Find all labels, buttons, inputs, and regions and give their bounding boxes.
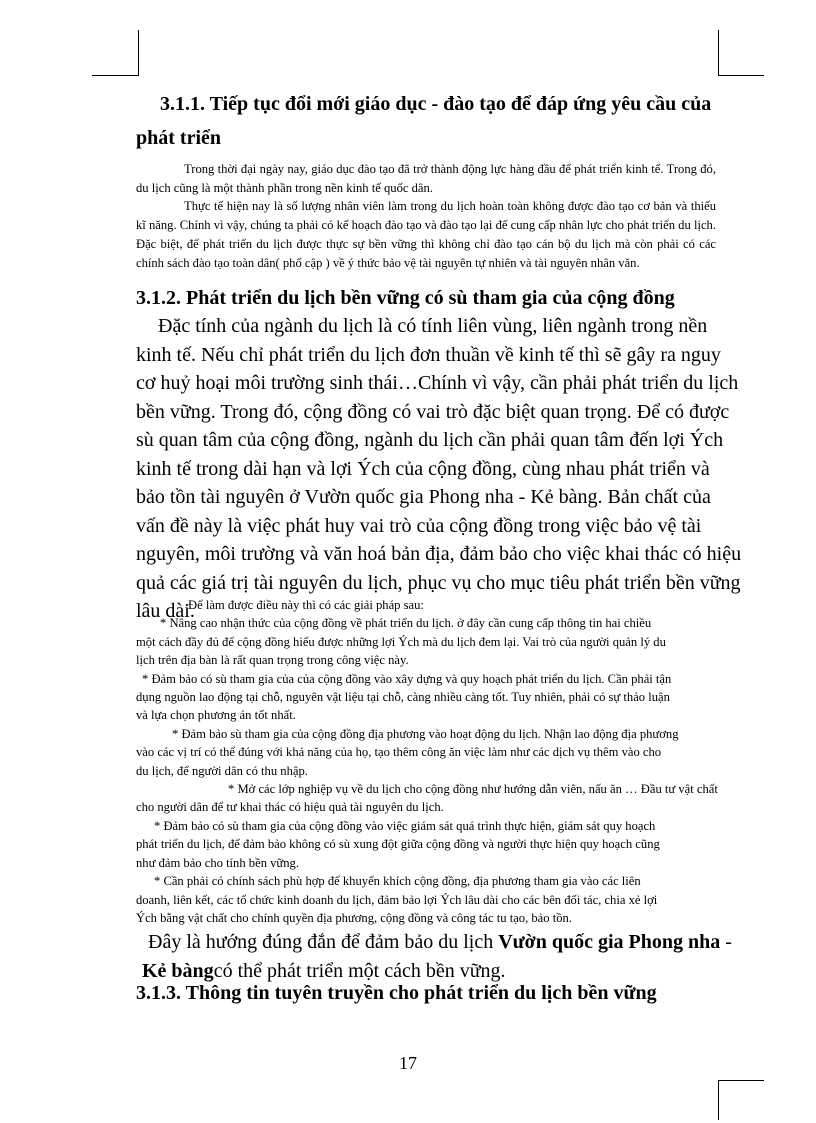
- solutions-intro: Để làm được điều này thì có các giải pháp sau:: [188, 598, 424, 612]
- text-line: quả các giá trị tài nguyên du lịch, phục vụ cho mục tiêu phát triển bền vững: [136, 571, 741, 594]
- text-line: bảo tồn tài nguyên ở Vườn quốc gia Phong nha - Kẻ bàng. Bản chất của: [136, 486, 711, 508]
- section-3-1-1-body: [136, 160, 716, 272]
- solutions-list: [136, 596, 716, 927]
- text-line: kinh tế trong dài hạn và lợi Ých của cộng đồng, cùng nhau phát triển và: [136, 457, 710, 480]
- crop-mark: [92, 75, 138, 76]
- text-line: Đặc tính của ngành du lịch là có tính liên vùng, liên ngành trong nền: [158, 315, 708, 337]
- list-item: lịch trên địa bàn là rất quan trọng trong công việc này.: [136, 653, 409, 668]
- crop-mark: [718, 30, 719, 76]
- list-item: * Đảm bảo có sù tham gia của cộng đồng vào việc giám sát quá trình thực hiện, giám sát quy hoạch: [154, 818, 656, 833]
- list-item: * Cần phải có chính sách phù hợp để khuyến khích cộng đồng, địa phương tham gia vào các liên: [154, 874, 641, 889]
- page-number: 17: [399, 1053, 417, 1073]
- text-line: cơ huỷ hoại môi trường sinh thái…Chính vì vậy, cần phải phát triển du lịch: [136, 372, 739, 394]
- list-item: du lịch, để người dân có thu nhập.: [136, 763, 308, 778]
- section-3-1-2-body: [136, 312, 742, 626]
- crop-mark: [718, 75, 764, 76]
- list-item: vào các vị trí có thể đúng với khả năng của họ, tạo thêm công ăn việc làm như các dịch vụ thêm vào cho: [136, 745, 662, 760]
- text-line: [136, 957, 736, 986]
- text-line: kinh tế. Nếu chỉ phát triển du lịch đơn thuần về kinh tế thì sẽ gây ra nguy: [136, 343, 721, 366]
- list-item: * Đảm bảo có sù tham gia của của cộng đồng vào xây dựng và quy hoạch phát triển du lịch. Cần phải tận: [142, 671, 672, 686]
- list-item: * Đảm bảo sù tham gia của cộng đồng địa phương vào hoạt động du lịch. Nhận lao động địa phương: [172, 726, 679, 741]
- text-line: sù quan tâm của cộng đồng, ngành du lịch cần phải quan tâm đến lợi Ých: [136, 429, 724, 451]
- list-item: * Nâng cao nhận thức của cộng đồng về phát triển du lịch. ở đây cần cung cấp thông tin hai chiều: [160, 616, 652, 631]
- conclusion-text: Đây là hướng đúng đắn để đảm bảo du lịch: [148, 931, 499, 953]
- text-line: [136, 928, 736, 957]
- list-item: dụng nguồn lao động tại chỗ, nguyên vật liệu tại chỗ, càng nhiều càng tốt. Tuy nhiên, phải có sự thảo luận: [136, 690, 670, 705]
- text-line: lâu dài.: [136, 600, 195, 622]
- heading-3-1-1: 3.1.1. Tiếp tục đổi mới giáo dục - đào tạo để đáp ứng yêu cầu của: [160, 93, 712, 115]
- park-name: Vườn quốc gia Phong nha: [498, 931, 721, 953]
- paragraph: Thực tế hiện nay là số lượng nhân viên làm trong du lịch hoàn toàn không được đào tạo cơ bản và thiếu kĩ năng. Chính vì vậy, chúng ta phải có kế hoạch đào tạo và đào tạo lại để cung cấp nhân lực cho phát triển du lịch. Đặc biệt, để phát triển du lịch được thực sự bền vững thì không chỉ đào tạo cán bộ du lịch mà còn phải có các chính sách đào tạo toàn dân( phổ cập ) về ý thức bảo vệ tài nguyên tự nhiên và tài nguyên nhân văn.: [136, 199, 716, 270]
- conclusion-dash: -: [720, 931, 732, 953]
- crop-mark: [138, 30, 139, 76]
- crop-mark: [718, 1080, 719, 1120]
- list-item: Ých bằng vật chất cho chính quyền địa phương, cộng đồng và công tác tu tạo, bảo tồn.: [136, 910, 572, 925]
- text-line: nguyên, môi trường và văn hoá bản địa, đảm bảo cho việc khai thác có hiệu: [136, 543, 742, 565]
- list-item: cho người dân để tư khai thác có hiệu quả tài nguyên du lịch.: [136, 800, 444, 815]
- conclusion-text: có thể phát triển một cách bền vững.: [213, 959, 506, 982]
- heading-3-1-2: 3.1.2. Phát triển du lịch bền vững có sù tham gia của cộng đồng: [136, 287, 675, 309]
- list-item: * Mở các lớp nghiệp vụ về du lịch cho cộng đồng như hướng dẫn viên, nấu ăn … Đầu tư vật chất: [228, 782, 718, 797]
- list-item: như đảm bảo cho tính bền vững.: [136, 855, 299, 870]
- list-item: một cách đầy đủ để cộng đồng hiểu được những lợi Ých mà du lịch đem lại. Vai trò của người quản lý du: [136, 634, 666, 649]
- conclusion: [136, 928, 736, 985]
- text-line: bền vững. Trong đó, cộng đồng có vai trò đặc biệt quan trọng. Để có được: [136, 400, 730, 423]
- crop-mark: [718, 1080, 764, 1081]
- heading-3-1-3: 3.1.3. Thông tin tuyên truyền cho phát triển du lịch bền vững: [136, 982, 657, 1004]
- text-line: vấn đề này là việc phát huy vai trò của cộng đồng trong việc bảo vệ tài: [136, 514, 702, 537]
- list-item: doanh, liên kết, các tổ chức kinh doanh du lịch, đảm bảo lợi Ých lâu dài cho các bên đối tác, chia xẻ lợi: [136, 892, 658, 907]
- park-name-cont: Kẻ bàng: [142, 959, 214, 982]
- heading-3-1-1-cont: phát triển: [136, 127, 221, 149]
- paragraph: Trong thời đại ngày nay, giáo dục đào tạo đã trở thành động lực hàng đầu để phát triển kinh tế. Trong đó, du lịch cũng là một thành phần trong nền kinh tế quốc dân.: [136, 162, 716, 195]
- list-item: và lựa chọn phương án tốt nhất.: [136, 708, 296, 723]
- list-item: phát triển du lịch, để đảm bảo không có sù xung đột giữa cộng đồng và người thực hiện quy hoạch cũng: [136, 837, 660, 852]
